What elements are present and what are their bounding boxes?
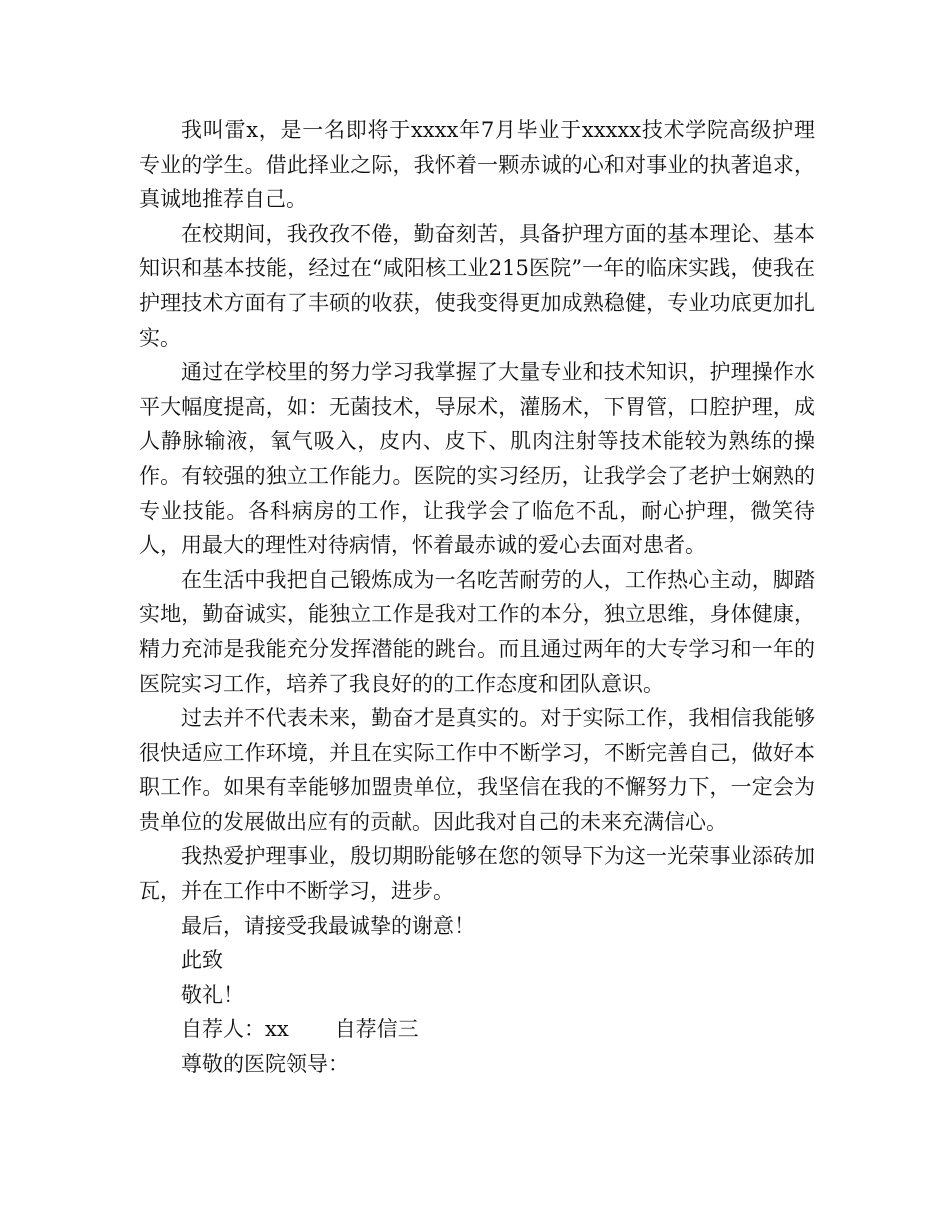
signature: 自荐人：xx: [181, 1017, 289, 1042]
paragraph-school: 在校期间，我孜孜不倦，勤奋刻苦，具备护理方面的基本理论、基本知识和基本技能，经过在“咸阳核工业215医院”一年的临床实践，使我在护理技术方面有了丰硕的收获，使我变得更加成熟稳健，专业功底更加扎实。: [139, 221, 815, 350]
salutation-line-2: 敬礼！: [181, 982, 244, 1007]
signature-line: [139, 1012, 815, 1047]
letter-body: [139, 113, 815, 1082]
paragraph-skills: 通过在学校里的努力学习我掌握了大量专业和技术知识，护理操作水平大幅度提高，如：无菌技术，导尿术，灌肠术，下胃管，口腔护理，成人静脉输液，氧气吸入，皮内、皮下、肌肉注射等技术能较为熟练的操作。有较强的独立工作能力。医院的实习经历，让我学会了老护士娴熟的专业技能。各科病房的工作，让我学会了临危不乱，耐心护理，微笑待人，用最大的理性对待病情，怀着最赤诚的爱心去面对患者。: [139, 360, 815, 558]
next-letter-greeting: 尊敬的医院领导：: [181, 1052, 349, 1077]
paragraph-intro: 我叫雷x，是一名即将于xxxx年7月毕业于xxxxx技术学院高级护理专业的学生。借此择业之际，我怀着一颗赤诚的心和对事业的执著追求，真诚地推荐自己。: [139, 118, 815, 212]
paragraph-passion: 我热爱护理事业，殷切期盼能够在您的领导下为这一光荣事业添砖加瓦，并在工作中不断学习，进步。: [139, 844, 815, 904]
paragraph-life: 在生活中我把自己锻炼成为一名吃苦耐劳的人，工作热心主动，脚踏实地，勤奋诚实，能独立工作是我对工作的本分，独立思维，身体健康，精力充沛是我能充分发挥潜能的跳台。而且通过两年的大专学习和一年的医院实习工作，培养了我良好的的工作态度和团队意识。: [139, 567, 815, 696]
closing-line: 最后，请接受我最诚挚的谢意！: [181, 913, 475, 938]
salutation-line-1: 此致: [181, 948, 223, 973]
paragraph-future: 过去并不代表未来，勤奋才是真实的。对于实际工作，我相信我能够很快适应工作环境，并且在实际工作中不断学习，不断完善自己，做好本职工作。如果有幸能够加盟贵单位，我坚信在我的不懈努力下，一定会为贵单位的发展做出应有的贡献。因此我对自己的未来充满信心。: [139, 706, 815, 834]
next-letter-title: 自荐信三: [334, 1017, 419, 1042]
